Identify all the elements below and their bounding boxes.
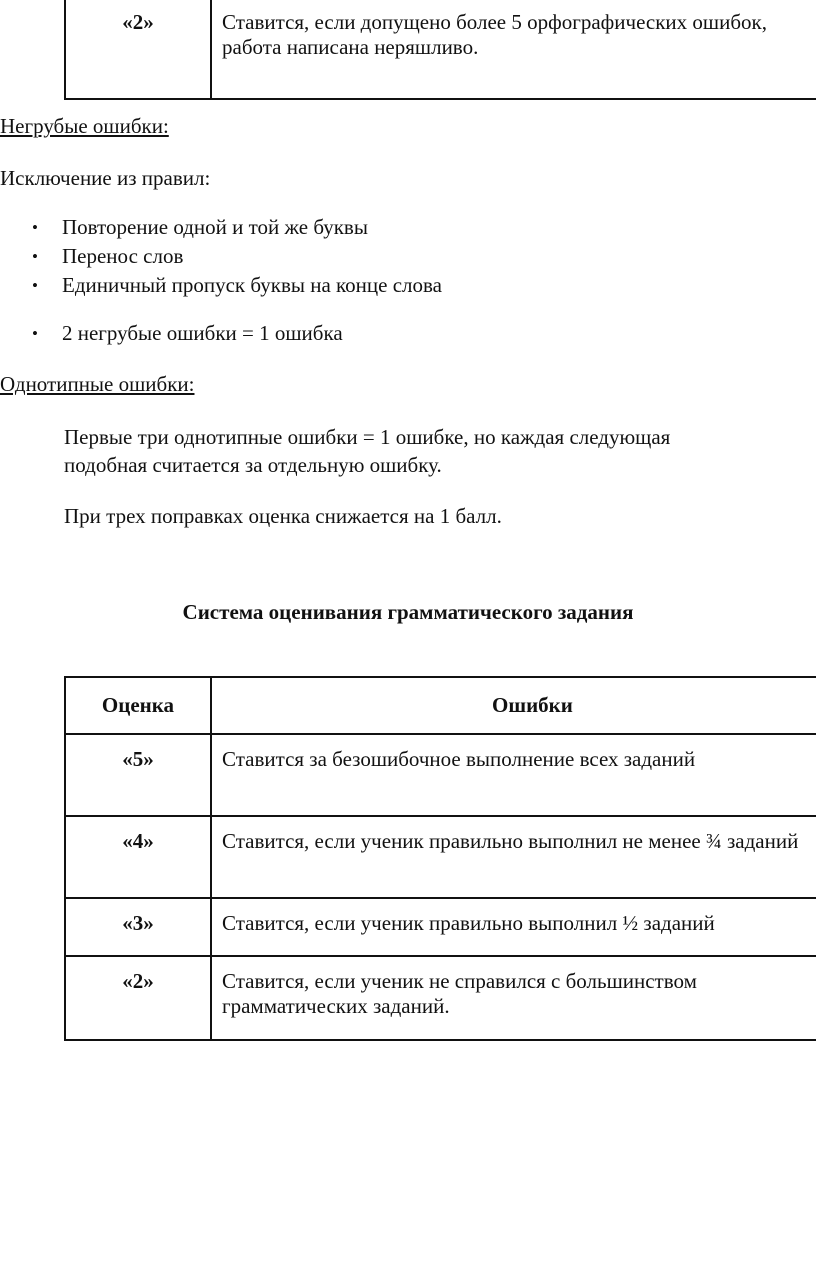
list-item: • Повторение одной и той же буквы — [32, 213, 442, 242]
list-item: • Перенос слов — [32, 242, 442, 271]
same-type-errors-paragraph — [64, 423, 670, 479]
exceptions-list — [32, 213, 442, 300]
paragraph-line: подобная считается за отдельную ошибку. — [64, 453, 442, 477]
criteria-line: Ставится, если ученик правильно выполнил ½ заданий — [222, 911, 715, 935]
paragraph-line: Первые три однотипные ошибки = 1 ошибке, но каждая следующая — [64, 425, 671, 449]
grammar-grade-table — [64, 676, 816, 1041]
table-row — [65, 956, 816, 1040]
grammar-section-title: Система оценивания грамматического задания — [182, 600, 634, 624]
grade-cell: «3» — [65, 898, 211, 956]
table-row — [65, 816, 816, 898]
criteria-cell — [211, 956, 816, 1040]
header-errors: Ошибки — [211, 677, 816, 734]
minor-errors-heading: Негрубые ошибки: — [0, 114, 169, 138]
grade-cell: «2» — [65, 956, 211, 1040]
minor-errors-rule-list — [32, 319, 343, 348]
list-item: • 2 негрубые ошибки = 1 ошибка — [32, 319, 343, 348]
grade-cell: «2» — [65, 0, 211, 99]
criteria-cell — [211, 0, 816, 99]
exceptions-subheading: Исключение из правил: — [0, 166, 211, 190]
criteria-cell — [211, 898, 816, 956]
grade-cell: «5» — [65, 734, 211, 816]
criteria-line: работа написана неряшливо. — [222, 35, 479, 59]
criteria-line: грамматических заданий. — [222, 994, 450, 1018]
table-header-row — [65, 677, 816, 734]
list-item: • Единичный пропуск буквы на конце слова — [32, 271, 442, 300]
criteria-line: Ставится, если ученик правильно выполнил не менее ¾ заданий — [222, 829, 799, 853]
criteria-cell — [211, 816, 816, 898]
table-row — [65, 0, 816, 99]
table-row — [65, 734, 816, 816]
criteria-line: Ставится, если допущено более 5 орфографических ошибок, — [222, 10, 767, 34]
criteria-line: Ставится, если ученик не справился с большинством — [222, 969, 697, 993]
corrections-paragraph: При трех поправках оценка снижается на 1 балл. — [64, 504, 502, 528]
header-grade: Оценка — [65, 677, 211, 734]
table-row — [65, 898, 816, 956]
criteria-line: Ставится за безошибочное выполнение всех заданий — [222, 747, 696, 771]
grade-cell: «4» — [65, 816, 211, 898]
same-type-errors-heading: Однотипные ошибки: — [0, 372, 195, 396]
spelling-grade-table — [64, 0, 816, 100]
criteria-cell — [211, 734, 816, 816]
